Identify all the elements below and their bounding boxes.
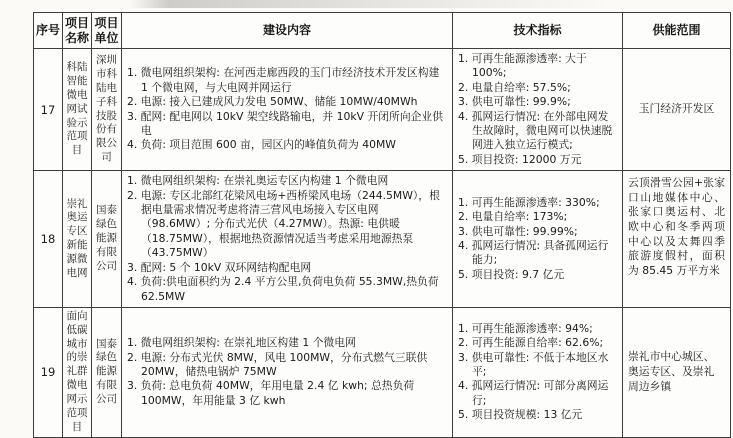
construction-content (122, 307, 453, 437)
indicator-line: 4. 孤网运行情况: 具备孤网运行能力; (458, 239, 609, 267)
project-name: 崇礼奥运专区新能源微电网 (63, 171, 92, 308)
construction-line: 3. 负荷: 总电负荷 40MW，年用电量 2.4 亿 kwh; 总热负荷 100MW，年用能量 3 亿 kwh (127, 379, 415, 407)
project-unit: 国泰绿色能源有限公司 (92, 307, 122, 437)
header-indicators: 技术指标 (453, 13, 623, 49)
tech-indicators (453, 171, 623, 308)
indicator-line: 1. 可再生能源渗透率: 大于 100%; (458, 52, 587, 80)
supply-scope: 玉门经济开发区 (623, 49, 731, 171)
header-serial: 序号 (34, 13, 63, 49)
indicator-line: 2. 电量自给率: 173%; (458, 210, 568, 224)
indicator-line: 1. 可再生能源渗透率: 94%; (458, 321, 593, 335)
tech-indicators (453, 307, 623, 437)
serial-number: 18 (34, 171, 63, 308)
construction-line: 3. 配网: 配电网以 10kV 架空线路输电，并 10kV 开闭所向企业供电 (127, 109, 444, 138)
project-name: 科陆智能微电网试验示范项目 (63, 49, 92, 171)
indicator-line: 3. 供电可靠性: 99.9%; (458, 95, 571, 109)
indicator-line: 2. 可再生能源自给率: 62.6%; (458, 336, 604, 350)
construction-line: 2. 电源: 分布式光伏 8MW，风电 100MW，分布式燃气三联供 20MW，储热电锅炉 75MW (127, 350, 428, 379)
construction-line: 1. 微电网组织架构: 在河西走廊西段的玉门市经济技术开发区构建 1 个微电网，与大电网并网运行 (127, 66, 440, 94)
indicator-line: 5. 项目投资: 9.7 亿元 (458, 267, 565, 281)
microgrid-projects-table (33, 12, 731, 438)
indicator-line: 4. 孤网运行情况: 在外部电网发生故障时，微电网可以快速脱网进入独立运行模式; (458, 109, 613, 152)
table-row-17 (34, 49, 731, 171)
indicator-line: 2. 电量自给率: 57.5%; (458, 80, 571, 94)
construction-line: 2. 电源: 专区北部红花梁风电场+西桥梁风电场（244.5MW），根据电量需求情况考虑将清三营风电场接入专区电网（98.6MW）; 分布式光伏（4.27MW）。热源: 电供暖（18.75MW），根据地热资源情况适当考虑采用地源热泵（43.75MW） (127, 188, 440, 260)
construction-line: 1. 微电网组织架构: 在崇礼地区构建 1 个微电网 (127, 336, 356, 350)
project-name: 面向低碳城市的崇礼群微电网示范项目 (63, 307, 92, 437)
indicator-line: 5. 项目投资规模: 13 亿元 (458, 408, 583, 422)
tech-indicators (453, 49, 623, 171)
supply-scope: 崇礼市中心城区、奥运专区、及崇礼周边乡镇 (623, 307, 731, 437)
construction-line: 1. 微电网组织架构: 在崇礼奥运专区内构建 1 个微电网 (127, 174, 389, 188)
indicator-line: 4. 孤网运行情况: 可部分离网运行; (458, 379, 609, 407)
table-row-18 (34, 171, 731, 308)
construction-line: 4. 负荷: 项目范围 600 亩，园区内的峰值负荷为 40MW (127, 138, 396, 152)
header-scope: 供能范围 (623, 13, 731, 49)
construction-line: 2. 电源: 接入已建成风力发电 50MW、储能 10MW/40MWh (127, 95, 418, 109)
header-construction: 建设内容 (122, 13, 453, 49)
construction-content (122, 171, 453, 308)
indicator-line: 5. 项目投资: 12000 万元 (458, 152, 582, 166)
project-unit: 深圳市科陆电子科技股份有限公司 (92, 49, 122, 171)
table-row-19 (34, 307, 731, 437)
indicator-line: 3. 供电可靠性: 99.99%; (458, 224, 578, 238)
header-project-unit: 项目单位 (92, 13, 122, 49)
serial-number: 19 (34, 307, 63, 437)
scan-artifact (130, 0, 610, 8)
serial-number: 17 (34, 49, 63, 171)
construction-content (122, 49, 453, 171)
construction-line: 4. 负荷:供电面积约为 2.4 平方公里,负荷电负荷 55.3MW,热负荷 62.5MW (127, 275, 439, 303)
indicator-line: 1. 可再生能源渗透率: 330%; (458, 195, 600, 209)
project-unit: 国泰绿色能源有限公司 (92, 171, 122, 308)
supply-scope: 云顶滑雪公园+张家口山地媒体中心、张家口奥运村、北欧中心和冬季两项中心以及太舞四季旅游度假村，面积为 85.45 万平方米 (623, 171, 731, 308)
header-project-name: 项目名称 (63, 13, 92, 49)
construction-line: 3. 配网: 5 个 10kV 双环网结构配电网 (127, 260, 312, 274)
header-row (34, 13, 731, 49)
indicator-line: 3. 供电可靠性: 不低于本地区水平; (458, 350, 609, 379)
